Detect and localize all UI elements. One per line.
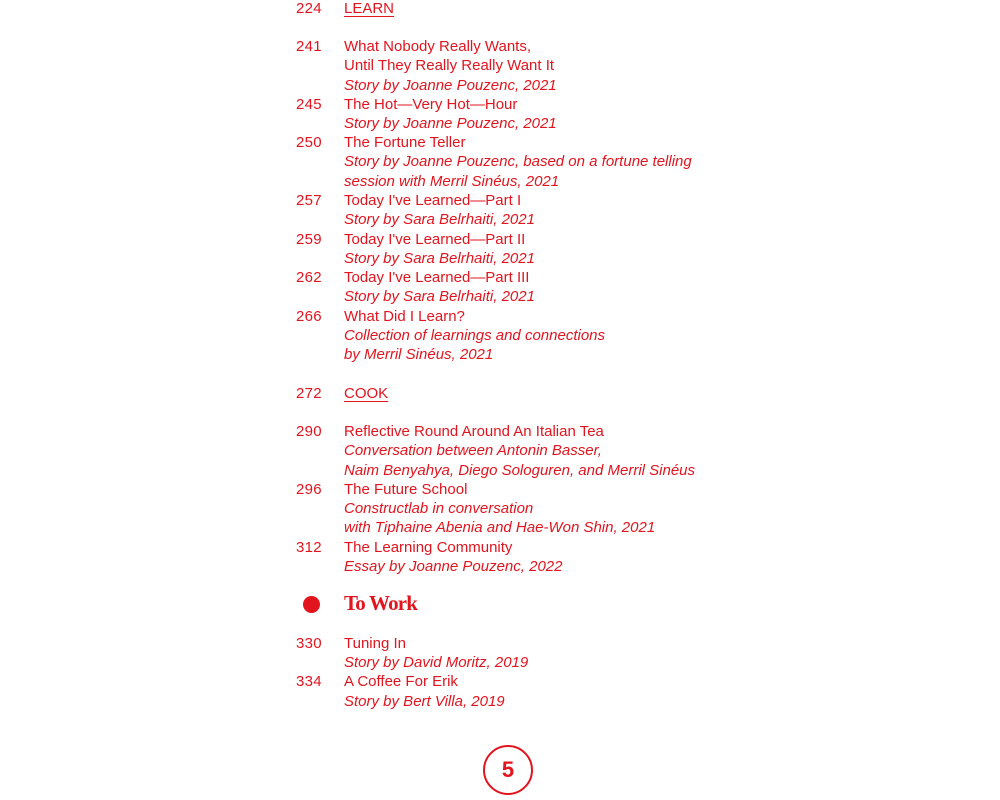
page-number: 312 [296, 539, 322, 556]
entry-credit: Story by Bert Villa, 2019 [344, 693, 505, 710]
toc-entry-credit [0, 692, 1000, 711]
page-number: 241 [296, 38, 322, 55]
page-number: 272 [296, 385, 322, 402]
toc-entry[interactable] [0, 422, 1000, 441]
entry-credit: Story by Joanne Pouzenc, 2021 [344, 77, 557, 94]
entry-title: What Did I Learn? [344, 308, 465, 325]
toc-entry-credit [0, 152, 1000, 171]
entry-credit: with Tiphaine Abenia and Hae-Won Shin, 2021 [344, 519, 656, 536]
page-number: 262 [296, 269, 322, 286]
entry-title: Today I've Learned—Part II [344, 231, 526, 248]
entry-credit: Essay by Joanne Pouzenc, 2022 [344, 558, 563, 575]
page-number: 266 [296, 308, 322, 325]
part-bullet-icon [303, 596, 320, 613]
entry-title: The Hot—Very Hot—Hour [344, 96, 518, 113]
toc-entry-credit [0, 461, 1000, 480]
page-number: 290 [296, 423, 322, 440]
section-label[interactable]: COOK [344, 385, 389, 402]
entry-credit: Collection of learnings and connections [344, 327, 605, 344]
toc-entry-credit [0, 441, 1000, 460]
toc-entry-credit [0, 287, 1000, 306]
entry-title: Today I've Learned—Part III [344, 269, 530, 286]
toc-entry-credit [0, 499, 1000, 518]
page-number: 250 [296, 134, 322, 151]
entry-title: A Coffee For Erik [344, 673, 458, 690]
entry-credit: Naim Benyahya, Diego Sologuren, and Merril Sinéus [344, 462, 696, 479]
page-number: 224 [296, 0, 322, 17]
toc-entry-credit [0, 172, 1000, 191]
entry-credit: Story by Sara Belrhaiti, 2021 [344, 211, 535, 228]
toc-entry-credit [0, 345, 1000, 364]
entry-title: Today I've Learned—Part I [344, 192, 522, 209]
entry-credit: Conversation between Antonin Basser, [344, 442, 602, 459]
part-title-to-work[interactable]: To Work [344, 591, 418, 615]
entry-credit: Story by Joanne Pouzenc, based on a fortune telling [344, 153, 692, 170]
toc-entry[interactable] [0, 268, 1000, 287]
entry-credit: Constructlab in conversation [344, 500, 534, 517]
toc-entry-credit [0, 518, 1000, 537]
section-heading-cook[interactable] [0, 384, 1000, 403]
toc-entry-line [0, 56, 1000, 75]
entry-title: The Future School [344, 481, 468, 498]
entry-credit: session with Merril Sinéus, 2021 [344, 173, 560, 190]
entry-title: The Learning Community [344, 539, 513, 556]
entry-credit: Story by Sara Belrhaiti, 2021 [344, 288, 535, 305]
toc-entry[interactable] [0, 538, 1000, 557]
toc-entry[interactable] [0, 133, 1000, 152]
page-number: 330 [296, 635, 322, 652]
toc-entry-credit [0, 114, 1000, 133]
page-number: 334 [296, 673, 322, 690]
entry-credit: Story by Joanne Pouzenc, 2021 [344, 115, 557, 132]
entry-title: Tuning In [344, 635, 406, 652]
toc-entry[interactable] [0, 307, 1000, 326]
toc-entry-credit [0, 249, 1000, 268]
toc-entry[interactable] [0, 95, 1000, 114]
page-number: 245 [296, 96, 322, 113]
page-number: 259 [296, 231, 322, 248]
toc-entry-credit [0, 557, 1000, 576]
section-label[interactable]: LEARN [344, 0, 395, 17]
toc-entry[interactable] [0, 230, 1000, 249]
section-heading-learn[interactable] [0, 0, 1000, 18]
page-number: 296 [296, 481, 322, 498]
toc-entry-credit [0, 653, 1000, 672]
toc-entry[interactable] [0, 672, 1000, 691]
entry-title: The Fortune Teller [344, 134, 466, 151]
entry-title: What Nobody Really Wants, [344, 38, 532, 55]
entry-title: Reflective Round Around An Italian Tea [344, 423, 604, 440]
toc-entry[interactable] [0, 37, 1000, 56]
toc-entry-credit [0, 76, 1000, 95]
toc-entry-credit [0, 210, 1000, 229]
page-number: 257 [296, 192, 322, 209]
entry-title: Until They Really Really Want It [344, 57, 555, 74]
entry-credit: by Merril Sinéus, 2021 [344, 346, 494, 363]
toc-entry[interactable] [0, 480, 1000, 499]
toc-entry-credit [0, 326, 1000, 345]
toc-entry[interactable] [0, 191, 1000, 210]
entry-credit: Story by Sara Belrhaiti, 2021 [344, 250, 535, 267]
page-number-badge: 5 [483, 745, 533, 795]
entry-credit: Story by David Moritz, 2019 [344, 654, 529, 671]
toc-entry[interactable] [0, 634, 1000, 653]
